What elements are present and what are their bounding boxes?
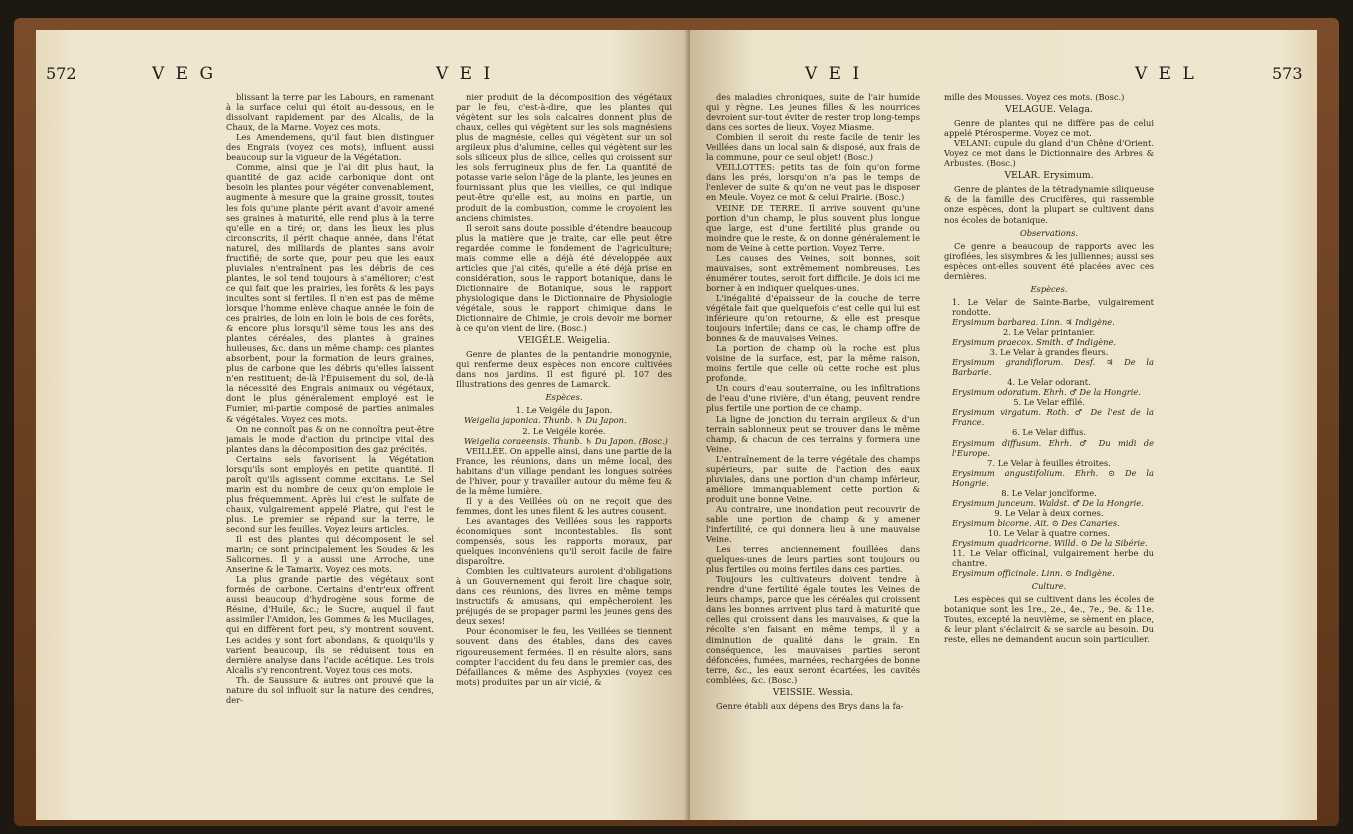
paragraph: Genre de plantes de la pentandrie monogynie, qui renferme deux espèces non encore cultivées dans nos jardins. Il est figuré pl. 107 des Illustrations des genres de Lamarck. (456, 349, 672, 390)
paragraph: nier produit de la décomposition des végétaux par le feu, c'est-à-dire, que les plantes qui végètent sur les sols calcaires donnent plus de chaux, celles qui végètent sur les sols magnésiens plus de magnésie, celles qui végètent sur un sol argileux plus d'alumine, celles qui végètent sur les sols siliceux plus de silice, celles qui croissent sur les sols ferrugineux plus de fer. La quantité de potasse varie selon l'âge de la plante, les jeunes en fournissant plus que les vieilles, ce qui indique peut-être qu'elle est, au moins en partie, un produit de la combustion, comme le croyoient les anciens chimistes. (456, 92, 672, 223)
paragraph: Il y a des Veillées où on ne reçoit que des femmes, dont les unes filent & les autres cousent. (456, 495, 672, 516)
paragraph: VEILLOTTES: petits tas de foin qu'on forme dans les prés, lorsqu'on n'a pas le temps de l'enlever de suite & qu'on ne veut pas le disposer en Meule. Voyez ce mot & celui Prairie. (Bosc.) (706, 162, 920, 203)
page-number: 573 (1272, 64, 1303, 83)
paragraph: Ce genre a beaucoup de rapports avec les giroflées, les sisymbres & les julliennes; aussi ses espèces ont-elles souvent été placées avec ces dernières. (944, 240, 1154, 281)
paragraph: L'inégalité d'épaisseur de la couche de terre végétale fait que quelquefois c'est celle qui lui est inférieure qu'on retourne, & elle est presque toujours infertile; dans ce cas, le champ offre de bonnes & de mauvaises Veines. (706, 292, 920, 344)
paragraph: VELANI: cupule du gland d'un Chêne d'Orient. Voyez ce mot dans le Dictionnaire des Arbres & Arbustes. (Bosc.) (944, 138, 1154, 169)
section-label: Espèces. (545, 392, 583, 403)
species-latin: Erysimum bicorne. Ait. ⊙ Des Canaries. (952, 517, 1120, 528)
section-label: Culture. (1031, 581, 1067, 592)
species-name: 10. Le Velar à quatre cornes. (987, 527, 1111, 538)
species-latin: Erysimum barbarea. Linn. ♃ Indigène. (952, 316, 1115, 327)
species-latin: Erysimum officinale. Linn. ⊙ Indigène. (952, 568, 1115, 579)
paragraph: Genre de plantes qui ne diffère pas de celui appelé Ptérosperme. Voyez ce mot. (944, 118, 1154, 139)
left-page (36, 30, 690, 820)
paragraph: Il seroit sans doute possible d'étendre beaucoup plus la matière que je traite, car elle peut être regardée comme le fondement de l'agriculture; mais comme elle a déjà été développée aux articles que j'ai cités, qu'elle a été déjà prise en considération, sous le rapport botanique, dans le Dictionnaire de Botanique, sous le rapport physiologique dans le Dictionnaire de Physiologie végétale, sous le rapport chimique dans le Dictionnaire de Chimie, je crois devoir me borner à ce qu'on vient de lire. (Bosc.) (456, 222, 672, 334)
paragraph: Au contraire, une inondation peut recouvrir de sable une portion de champ & y amener l'infertilité, ce qui donnera lieu à une mauvaise Veine. (706, 503, 920, 545)
species-name: 7. Le Velar à feuilles étroites. (987, 457, 1111, 468)
text-column-2 (456, 92, 672, 812)
paragraph: Les avantages des Veillées sous les rapports économiques sont incontestables. Ils sont compensés, sous les rapports moraux, par quelques inconvéniens qu'il seroit facile de faire disparoître. (456, 515, 672, 567)
running-head: V E I (436, 64, 494, 84)
species-name: 1. Le Veigéle du Japon. (515, 405, 613, 416)
species-latin: Erysimum diffusum. Ehrh. ♂ Du midi de l'Europe. (952, 437, 1154, 458)
running-head: V E L (1135, 64, 1197, 84)
entry-title: VEISSIE. Wessia. (772, 686, 854, 698)
species-name: 11. Le Velar officinal, vulgairement herbe du chantre. (952, 548, 1154, 569)
species-latin: Weigelia japonica. Thunb. ♄ Du Japon. (464, 415, 627, 426)
paragraph: Comme, ainsi que je l'ai dit plus haut, la quantité de gaz acide carbonique dont ont besoin les plantes pour végéter convenablement, augmente à mesure que la graine grossit, toutes les fois qu'une plante périt avant d'avoir amené ses graines à maturité, elle rend plus à la terre qu'elle en a tiré; or, dans les lieux les plus circonscrits, il périt chaque année, dans l'état naturel, des milliards de plantes sans avoir fructifié; de sorte que, pour peu que les eaux pluviales n'entraînent pas les débris de ces plantes, le sol tend toujours à s'améliorer; c'est ce qui fait que les prairies, les forêts & les pays incultes sont si fertiles. Il n'en est pas de même lorsque l'homme enlève chaque année le foin de ces prairies, de loin en loin le bois de ces forêts, & encore plus lorsqu'il sème tous les ans des plantes céréales, des plantes à graines huileuses, &c. dans un même champ: ces plantes absorbent, pour la formation de leurs graines, plus de carbone que les débris qu'elles laissent n'en restituent; de-là l'Épuisement du sol, de-là la nécessité des Engrais animaux ou végétaux, dont le plus généralement employé est le Fumier, mi-partie composé de parties animales & végétales. Voyez ces mots. (226, 162, 434, 424)
species-latin: Erysimum grandiflorum. Desf. ♃ De la Barbarie. (952, 357, 1154, 378)
species-latin: Erysimum virgatum. Roth. ♂ De l'est de la France. (952, 407, 1154, 428)
species-name: 2. Le Veigéle korée. (522, 425, 606, 436)
paragraph: Combien les cultivateurs auroient d'obligations à un Gouvernement qui feroit lire chaque soir, dans ces réunions, des livres en même temps instructifs & amusans, qui empêcheroient les préjugés de se propager parmi les jeunes gens des deux sexes! (456, 566, 672, 627)
paragraph: Certains sels favorisent la Végétation lorsqu'ils sont employés en petite quantité. Il paroît qu'ils agissent comme excitans. Le Sel marin est du nombre de ceux qu'on emploie le plus fréquemment. Après lui c'est le sulfate de chaux, vulgairement appelé Platre, qui l'est le plus. Le premier se répand sur la terre, le second sur les feuilles. Voyez leurs articles. (226, 453, 434, 535)
paragraph: Les terres anciennement fouillées dans quelques-unes de leurs parties sont toujours ou plus fertiles ou moins fertiles dans ces parties. (706, 544, 920, 575)
paragraph: Les Amendemens, qu'il faut bien distinguer des Engrais (voyez ces mots), influent aussi beaucoup sur la vigueur de la Végétation. (226, 132, 434, 163)
paragraph: blissant la terre par les Labours, en ramenant à la surface celui qui étoit au-dessous, en le dissolvant rapidement par des Alcalis, de la Chaux, de la Marne. Voyez ces mots. (226, 92, 434, 133)
species-name: 4. Le Velar odorant. (1007, 377, 1091, 388)
entry-title: VEIGÉLE. Weigelia. (517, 335, 611, 347)
paragraph: L'entraînement de la terre végétale des champs supérieurs, par suite de l'action des eaux pluviales, dans une portion d'un champ inférieur, améliore immanquablement cette portion & produit une bonne Veine. (706, 453, 920, 504)
paragraph: Les causes des Veines, soit bonnes, soit mauvaises, sont extrêmement nombreuses. Les énumérer toutes, seroit fort difficile. Je dois ici me borner à en indiquer quelques-unes. (706, 252, 920, 293)
paragraph: Il est des plantes qui décomposent le sel marin; ce sont principalement les Soudes & les Salicornes. Il y a aussi une Arroche, une Anserine & le Tamarix. Voyez ces mots. (226, 534, 434, 575)
species-latin: Erysimum odoratum. Ehrh. ♂ De la Hongrie. (952, 387, 1141, 398)
species-name: 9. Le Velar à deux cornes. (994, 507, 1104, 518)
paragraph: Les espèces qui se cultivent dans les écoles de botanique sont les 1re., 2e., 4e., 7e., 9e. & 11e. Toutes, excepté la neuvième, se sèment en place, & leur plant s'éclaircit & se sarcle au besoin. Du reste, elles ne demandent aucun soin particulier. (944, 594, 1154, 645)
text-column-1 (706, 92, 920, 812)
paragraph: Th. de Saussure & autres ont prouvé que la nature du sol influoit sur la nature des cendres, der- (226, 674, 434, 705)
paragraph: mille des Mousses. Voyez ces mots. (Bosc.) (944, 92, 1125, 102)
paragraph: La plus grande partie des végétaux sont formés de carbone. Certains d'entr'eux offrent aussi beaucoup d'hydrogène sous forme de Résine, d'Huile, &c.; le Sucre, auquel il faut assimiler l'Amidon, les Gommes & les Mucilages, qui en diffèrent fort peu, s'y montrent souvent. Les acides y sont fort abondans, & quoiqu'ils y varient beaucoup, ils se réduisent tous en dernière analyse dans l'acide acétique. Les trois Alcalis s'y rencontrent. Voyez tous ces mots. (226, 574, 434, 675)
entry-title: VELAGUE. Velaga. (1005, 104, 1093, 116)
paragraph: Pour économiser le feu, les Veillées se tiennent souvent dans des étables, dans des caves rigoureusement fermées. Il en résulte alors, sans compter l'accident du feu dans le premier cas, des Défaillances & même des Asphyxies (voyez ces mots) produites par un air vicié, & (456, 626, 672, 687)
text-column-2 (944, 92, 1154, 812)
paragraph: La portion de champ où la roche est plus voisine de la surface, est, par la même raison, moins fertile que celle où cette roche est plus profonde. (706, 343, 920, 384)
species-latin: Erysimum praecox. Smith. ♂ Indigène. (952, 337, 1116, 348)
paragraph: des maladies chroniques, suite de l'air humide qui y règne. Les jeunes filles & les nourrices devroient sur-tout éviter de rester trop long-temps dans ces sortes de lieux. Voyez Miasme. (706, 92, 920, 133)
running-head: V E G (152, 64, 217, 84)
paragraph: Combien il seroit du reste facile de tenir les Veillées dans un local sain & disposé, aux frais de la commune, pour ce seul objet! (Bosc.) (706, 132, 920, 163)
paragraph: La ligne de jonction du terrain argileux & d'un terrain sablonneux peut se trouver dans le même champ, & chacun de ces terrains y formera une Veine. (706, 413, 920, 454)
text-column-1 (226, 92, 434, 812)
section-label: Espèces. (1030, 283, 1068, 294)
species-name: 5. Le Velar effilé. (1013, 397, 1085, 408)
species-latin: Erysimum angustifolium. Ehrh. ⊙ De la Hongrie. (952, 467, 1154, 488)
paragraph: On ne connoît pas & on ne connoîtra peut-être jamais le mode d'action du principe vital des plantes dans la décomposition des gaz précités. (226, 423, 434, 454)
species-name: 1. Le Velar de Sainte-Barbe, vulgairement rondotte. (952, 296, 1154, 317)
species-latin: Weigelia coraeensis. Thunb. ♄ Du Japon. (Bosc.) (464, 435, 668, 446)
right-page (690, 30, 1317, 820)
species-name: 3. Le Velar à grandes fleurs. (989, 347, 1109, 358)
paragraph: Genre de plantes de la tétradynamie siliqueuse & de la famille des Crucifères, qui rassemble onze espèces, dont la plupart se cultivent dans nos écoles de botanique. (944, 184, 1154, 225)
species-name: 6. Le Velar diffus. (1011, 427, 1087, 438)
entry-title: VELAR. Erysimum. (1004, 170, 1094, 182)
species-latin: Erysimum quadricorne. Willd. ⊙ De la Sibérie. (952, 537, 1148, 548)
species-name: 8. Le Velar joncïforme. (1001, 487, 1097, 498)
species-latin: Erysimum junceum. Waldst. ♂ De la Hongrie. (952, 497, 1144, 508)
paragraph: VEINE DE TERRE. Il arrive souvent qu'une portion d'un champ, le plus souvent plus longue que large, est d'une fertilité plus grande ou moindre que le reste, & on donne généralement le nom de Veine à cette portion. Voyez Terre. (706, 202, 920, 253)
paragraph: Toujours les cultivateurs doivent tendre à rendre d'une fertilité égale toutes les Veines de leurs champs, parce que les céréales qui croissent dans les bonnes arrivent plus tard à maturité que celles qui croissent dans les mauvaises, & que la récolte s'en faisant en même temps, il y a diminution de qualité dans le grain. En conséquence, les mauvaises parties seront défoncées, fumées, marnées, rechargées de bonne terre, &c., les eaux seront écartées, les cavités comblées, &c. (Bosc.) (706, 574, 920, 685)
page-number: 572 (46, 64, 77, 83)
paragraph: Genre établi aux dépens des Brys dans la fa- (716, 700, 904, 711)
species-name: 2. Le Velar printanier. (1002, 326, 1096, 337)
paragraph: Un cours d'eau souterraine, ou les infiltrations de l'eau d'une rivière, d'un étang, peuvent rendre plus fertile une portion de ce champ. (706, 383, 920, 414)
paragraph: VEILLÉE. On appelle ainsi, dans une partie de la France, les réunions, dans un même local, des habitans d'un village pendant les longues soirées de l'hiver, pour y travailler autour du même feu & de la même lumière. (456, 445, 672, 496)
running-head: V E I (805, 64, 863, 84)
section-label: Observations. (1019, 227, 1079, 238)
